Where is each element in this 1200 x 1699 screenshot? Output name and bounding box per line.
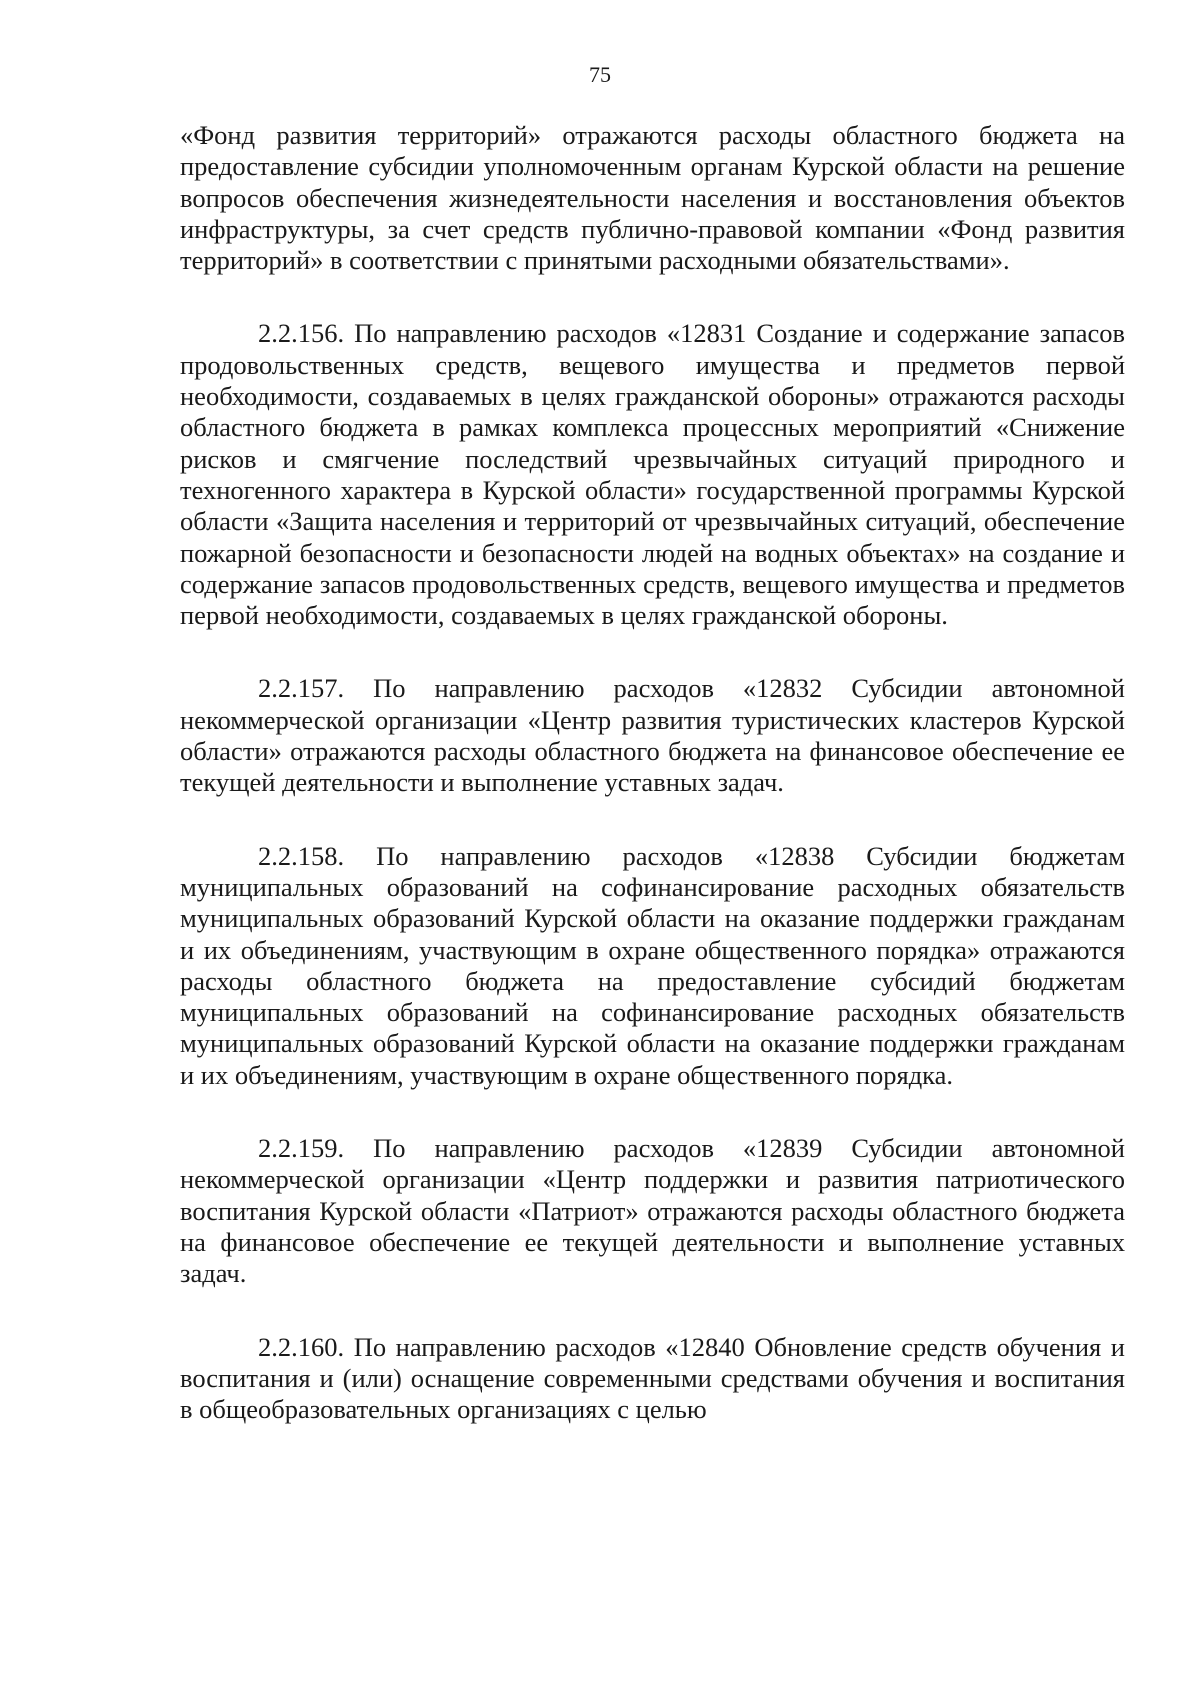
paragraph-2-2-160: 2.2.160. По направлению расходов «12840 Обновление средств обучения и воспитания и (или) оснащение современными средствами обучения и воспитания в общеобразовательных организациях с целью — [180, 1331, 1125, 1425]
paragraph-2-2-159: 2.2.159. По направлению расходов «12839 Субсидии автономной некоммерческой организации «Центр поддержки и развития патриотического воспитания Курской области «Патриот» отражаются расходы областного бюджета на финансовое обеспечение ее текущей деятельности и выполнение уставных задач. — [180, 1133, 1125, 1289]
document-body — [180, 120, 1125, 1425]
paragraph-2-2-157: 2.2.157. По направлению расходов «12832 Субсидии автономной некоммерческой организации «Центр развития туристических кластеров Курской области» отражаются расходы областного бюджета на финансовое обеспечение ее текущей деятельности и выполнение уставных задач. — [180, 673, 1125, 798]
paragraph-continuation: «Фонд развития территорий» отражаются расходы областного бюджета на предоставление субсидии уполномоченным органам Курской области на решение вопросов обеспечения жизнедеятельности населения и восстановления объектов инфраструктуры, за счет средств публично-правовой компании «Фонд развития территорий» в соответствии с принятыми расходными обязательствами». — [180, 120, 1125, 276]
paragraph-2-2-156: 2.2.156. По направлению расходов «12831 Создание и содержание запасов продовольственных средств, вещевого имущества и предметов первой необходимости, создаваемых в целях гражданской обороны» отражаются расходы областного бюджета в рамках комплекса процессных мероприятий «Снижение рисков и смягчение последствий чрезвычайных ситуаций природного и техногенного характера в Курской области» государственной программы Курской области «Защита населения и территорий от чрезвычайных ситуаций, обеспечение пожарной безопасности и безопасности людей на водных объектах» на создание и содержание запасов продовольственных средств, вещевого имущества и предметов первой необходимости, создаваемых в целях гражданской обороны. — [180, 318, 1125, 631]
paragraph-2-2-158: 2.2.158. По направлению расходов «12838 Субсидии бюджетам муниципальных образований на софинансирование расходных обязательств муниципальных образований Курской области на оказание поддержки гражданам и их объединениям, участвующим в охране общественного порядка» отражаются расходы областного бюджета на предоставление субсидий бюджетам муниципальных образований на софинансирование расходных обязательств муниципальных образований Курской области на оказание поддержки гражданам и их объединениям, участвующим в охране общественного порядка. — [180, 840, 1125, 1090]
page-number: 75 — [589, 62, 611, 87]
